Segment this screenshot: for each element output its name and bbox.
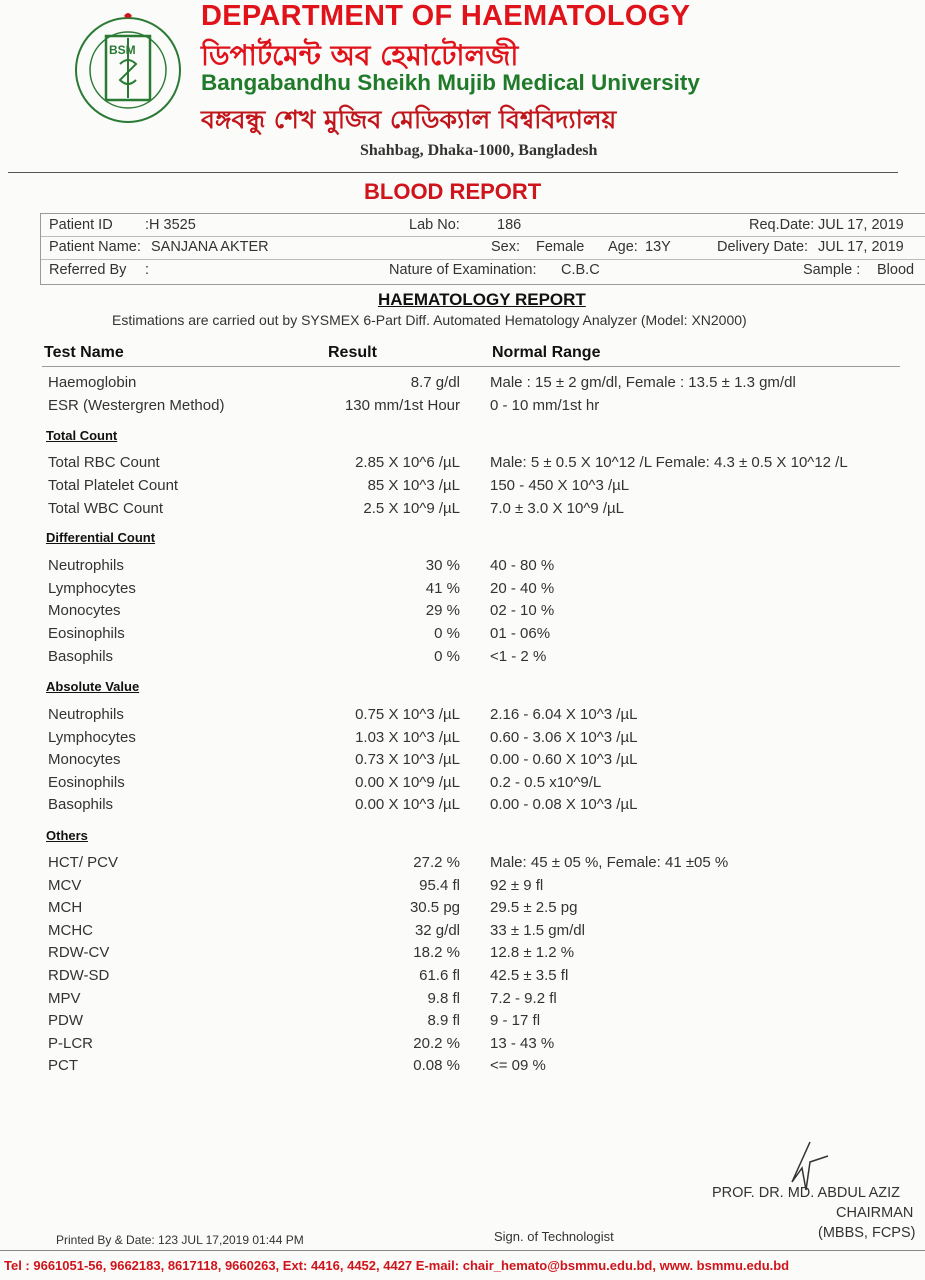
- patient-name-label: Patient Name:: [49, 239, 141, 255]
- normal-range: 92 ± 9 fl: [490, 877, 544, 894]
- test-name: RDW-SD: [48, 967, 110, 984]
- estimation-note: Estimations are carried out by SYSMEX 6-Part Diff. Automated Hematology Analyzer (Model: XN2000): [112, 312, 747, 328]
- normal-range: <1 - 2 %: [490, 648, 547, 665]
- test-result: 0.75 X 10^3 /µL: [355, 706, 460, 723]
- test-name: Neutrophils: [48, 557, 124, 574]
- col-result: Result: [328, 344, 377, 361]
- test-name: Total Platelet Count: [48, 477, 179, 494]
- test-name: MCV: [48, 877, 82, 894]
- normal-range: 0.00 - 0.60 X 10^3 /µL: [490, 751, 638, 768]
- test-result: 29 %: [425, 602, 460, 619]
- normal-range: 01 - 06%: [490, 625, 551, 642]
- header-rule: [8, 172, 898, 173]
- university-name-en: Bangabandhu Sheikh Mujib Medical University: [201, 70, 700, 95]
- sex-label: Sex:: [491, 239, 521, 255]
- test-name: Monocytes: [48, 751, 121, 768]
- test-result: 0.00 X 10^9 /µL: [355, 774, 460, 791]
- test-name: Lymphocytes: [48, 580, 136, 597]
- test-name: Eosinophils: [48, 625, 125, 642]
- test-name: MCH: [48, 899, 83, 916]
- normal-range: 20 - 40 %: [490, 580, 555, 597]
- normal-range: Male: 45 ± 05 %, Female: 41 ±05 %: [490, 854, 729, 871]
- patient-info-box: [40, 213, 925, 285]
- normal-range: 150 - 450 X 10^3 /µL: [490, 477, 630, 494]
- test-name: Haemoglobin: [48, 374, 137, 391]
- test-result: 0 %: [434, 625, 460, 642]
- normal-range: 42.5 ± 3.5 fl: [490, 967, 569, 984]
- referred-by-value: :: [145, 262, 150, 278]
- test-name: Monocytes: [48, 602, 121, 619]
- normal-range: 0.00 - 0.08 X 10^3 /µL: [490, 796, 638, 813]
- signatory-title: CHAIRMAN: [836, 1205, 914, 1221]
- lab-no-label: Lab No:: [409, 217, 460, 233]
- info-divider: [41, 259, 925, 260]
- technologist-sign-label: Sign. of Technologist: [494, 1229, 614, 1244]
- contact-footer: Tel : 9661051-56, 9662183, 8617118, 9660263, Ext: 4416, 4452, 4427 E-mail: chair_hemato@bsmmu.edu.bd, www. bsmmu.edu.bd: [4, 1258, 790, 1273]
- exam-label: Nature of Examination:: [389, 262, 537, 278]
- university-name-bn: বঙ্গবন্ধু শেখ মুজিব মেডিক্যাল বিশ্ববিদ্যালয়: [201, 105, 617, 134]
- test-result: 2.5 X 10^9 /µL: [363, 500, 460, 517]
- col-test-name: Test Name: [44, 344, 124, 361]
- normal-range: 29.5 ± 2.5 pg: [490, 899, 578, 916]
- test-name: Basophils: [48, 796, 114, 813]
- haematology-report-subtitle: HAEMATOLOGY REPORT: [378, 290, 586, 309]
- col-normal-range: Normal Range: [492, 344, 601, 361]
- logo-text: BSM: [109, 43, 136, 57]
- report-title: BLOOD REPORT: [364, 179, 542, 204]
- patient-id-label: Patient ID: [49, 217, 113, 233]
- test-result: 0 %: [434, 648, 460, 665]
- delivery-date-label: Delivery Date:: [717, 239, 809, 255]
- normal-range: 02 - 10 %: [490, 602, 555, 619]
- test-name: Eosinophils: [48, 774, 125, 791]
- test-result: 30.5 pg: [409, 899, 460, 916]
- test-result: 41 %: [425, 580, 460, 597]
- footer-rule: [0, 1250, 925, 1251]
- test-result: 0.73 X 10^3 /µL: [355, 751, 460, 768]
- test-result: 20.2 %: [413, 1035, 460, 1052]
- req-date-label: Req.Date:: [749, 217, 815, 233]
- normal-range: 0.2 - 0.5 x10^9/L: [490, 774, 602, 791]
- sample-value: Blood: [877, 262, 915, 278]
- test-result: 8.7 g/dl: [410, 374, 460, 391]
- test-result: 9.8 fl: [427, 990, 460, 1007]
- req-date-value: JUL 17, 2019: [818, 217, 904, 233]
- section-title: Others: [46, 828, 88, 843]
- normal-range: 7.0 ± 3.0 X 10^9 /µL: [490, 500, 624, 517]
- normal-range: Male : 15 ± 2 gm/dl, Female : 13.5 ± 1.3 gm/dl: [490, 374, 796, 391]
- normal-range: 13 - 43 %: [490, 1035, 555, 1052]
- normal-range: Male: 5 ± 0.5 X 10^12 /L Female: 4.3 ± 0.5 X 10^12 /L: [490, 454, 848, 471]
- department-title-en: DEPARTMENT OF HAEMATOLOGY: [201, 0, 691, 32]
- test-result: 0.00 X 10^3 /µL: [355, 796, 460, 813]
- normal-range: 0 - 10 mm/1st hr: [490, 397, 600, 414]
- delivery-date-value: JUL 17, 2019: [818, 239, 904, 255]
- sample-label: Sample :: [803, 262, 861, 278]
- patient-name-value: SANJANA AKTER: [151, 239, 269, 255]
- test-result: 32 g/dl: [414, 922, 460, 939]
- test-result: 18.2 %: [413, 944, 460, 961]
- test-name: MCHC: [48, 922, 93, 939]
- test-name: Neutrophils: [48, 706, 124, 723]
- sex-value: Female: [536, 239, 585, 255]
- address: Shahbag, Dhaka-1000, Bangladesh: [360, 142, 598, 159]
- test-result: 95.4 fl: [419, 877, 460, 894]
- section-title: Differential Count: [46, 530, 156, 545]
- department-title-bn: ডিপার্টমেন্ট অব হেমাটোলজী: [201, 39, 519, 72]
- referred-by-label: Referred By: [49, 262, 127, 278]
- test-result: 85 X 10^3 /µL: [367, 477, 460, 494]
- normal-range: 40 - 80 %: [490, 557, 555, 574]
- printed-by: Printed By & Date: 123 JUL 17,2019 01:44 PM: [56, 1233, 304, 1247]
- test-name: P-LCR: [48, 1035, 94, 1052]
- lab-no-value: 186: [497, 217, 522, 233]
- info-divider: [41, 236, 925, 237]
- test-name: Lymphocytes: [48, 729, 136, 746]
- test-name: PDW: [48, 1012, 83, 1029]
- university-logo: [68, 8, 196, 128]
- signatory-name: PROF. DR. MD. ABDUL AZIZ: [712, 1185, 900, 1201]
- test-result: 0.08 %: [413, 1057, 460, 1074]
- normal-range: 33 ± 1.5 gm/dl: [490, 922, 585, 939]
- age-value: 13Y: [645, 239, 671, 255]
- signatory-degrees: (MBBS, FCPS): [818, 1225, 916, 1241]
- normal-range: 0.60 - 3.06 X 10^3 /µL: [490, 729, 638, 746]
- test-name: HCT/ PCV: [48, 854, 119, 871]
- test-result: 130 mm/1st Hour: [344, 397, 460, 414]
- test-name: RDW-CV: [48, 944, 110, 961]
- normal-range: 7.2 - 9.2 fl: [490, 990, 557, 1007]
- test-name: Total WBC Count: [48, 500, 164, 517]
- normal-range: <= 09 %: [490, 1057, 546, 1074]
- test-name: MPV: [48, 990, 81, 1007]
- test-name: Total RBC Count: [48, 454, 160, 471]
- exam-value: C.B.C: [561, 262, 600, 278]
- normal-range: 9 - 17 fl: [490, 1012, 541, 1029]
- section-title: Absolute Value: [46, 679, 140, 694]
- test-name: ESR (Westergren Method): [48, 397, 225, 414]
- test-name: PCT: [48, 1057, 78, 1074]
- test-name: Basophils: [48, 648, 114, 665]
- test-result: 30 %: [425, 557, 460, 574]
- test-result: 2.85 X 10^6 /µL: [355, 454, 460, 471]
- test-result: 27.2 %: [413, 854, 460, 871]
- test-result: 1.03 X 10^3 /µL: [355, 729, 460, 746]
- age-label: Age:: [608, 239, 638, 255]
- normal-range: 2.16 - 6.04 X 10^3 /µL: [490, 706, 638, 723]
- test-result: 61.6 fl: [419, 967, 460, 984]
- normal-range: 12.8 ± 1.2 %: [490, 944, 575, 961]
- test-result: 8.9 fl: [427, 1012, 460, 1029]
- section-title: Total Count: [46, 428, 118, 443]
- header-underline: [42, 366, 900, 367]
- patient-id-value: :H 3525: [145, 217, 196, 233]
